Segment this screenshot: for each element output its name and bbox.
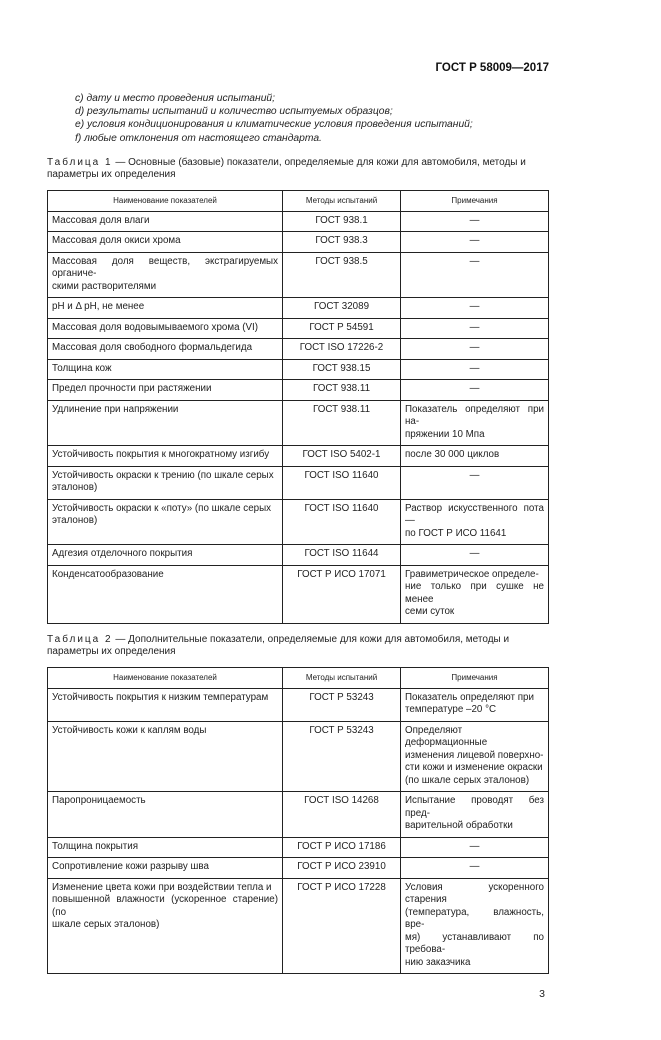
cell-method: ГОСТ ISO 5402-1 [283, 446, 401, 467]
cell-note: — [401, 837, 549, 858]
cell-note: Показатель определяют при на- пряжении 10 Мпа [401, 400, 549, 446]
cell-indicator: Конденсатообразование [48, 565, 283, 623]
document-number: ГОСТ Р 58009—2017 [435, 62, 549, 74]
table2-caption-text: — Дополнительные показатели, определяемые для кожи для автомобиля, методы и параметры их определения [47, 633, 510, 658]
cell-note: Условия ускоренного старения (температура, влажность, вре- мя) устанавливают по требова- нию заказчика [401, 878, 549, 974]
table-row [48, 878, 549, 974]
table-row [48, 858, 549, 879]
cell-method: ГОСТ 938.3 [283, 232, 401, 253]
cell-method: ГОСТ ISO 14268 [283, 792, 401, 838]
cell-indicator: Устойчивость окраски к трению (по шкале серых эталонов) [48, 466, 283, 499]
cell-note: — [401, 466, 549, 499]
cell-method: ГОСТ 938.11 [283, 380, 401, 401]
table-row [48, 688, 549, 721]
table-row [48, 499, 549, 545]
list-item: d) результаты испытаний и количество испытуемых образцов; [75, 106, 393, 118]
cell-note: — [401, 858, 549, 879]
column-header-methods: Методы испытаний [283, 667, 401, 688]
cell-indicator: Устойчивость покрытия к многократному изгибу [48, 446, 283, 467]
cell-indicator: Изменение цвета кожи при воздействии тепла и повышенной влажности (ускоренное старение) (по шкале серых эталонов) [48, 878, 283, 974]
cell-method: ГОСТ 938.1 [283, 211, 401, 232]
cell-method: ГОСТ 938.15 [283, 359, 401, 380]
cell-method: ГОСТ Р 53243 [283, 688, 401, 721]
table-row [48, 446, 549, 467]
cell-note: Гравиметрическое определе- ние только при сушке не менее семи суток [401, 565, 549, 623]
cell-note: — [401, 298, 549, 319]
column-header-name: Наименование показателей [48, 667, 283, 688]
table-row [48, 252, 549, 298]
table-header-row [48, 667, 549, 688]
cell-indicator: Толщина кож [48, 359, 283, 380]
cell-note: — [401, 380, 549, 401]
column-header-methods: Методы испытаний [283, 190, 401, 211]
table-header-row [48, 190, 549, 211]
cell-method: ГОСТ ISO 11640 [283, 499, 401, 545]
table-2 [47, 667, 549, 975]
table-row [48, 400, 549, 446]
cell-note: Раствор искусственного пота — по ГОСТ Р ИСО 11641 [401, 499, 549, 545]
table-row [48, 837, 549, 858]
table-row [48, 792, 549, 838]
cell-method: ГОСТ 32089 [283, 298, 401, 319]
cell-note: — [401, 232, 549, 253]
cell-note: — [401, 252, 549, 298]
cell-note: — [401, 318, 549, 339]
table-row [48, 721, 549, 792]
cell-indicator: Массовая доля веществ, экстрагируемых органиче- скими растворителями [48, 252, 283, 298]
cell-method: ГОСТ Р ИСО 23910 [283, 858, 401, 879]
table-row [48, 359, 549, 380]
column-header-name: Наименование показателей [48, 190, 283, 211]
table2-label: Таблица 2 [47, 633, 113, 645]
cell-indicator: Массовая доля окиси хрома [48, 232, 283, 253]
cell-note: после 30 000 циклов [401, 446, 549, 467]
cell-note: — [401, 339, 549, 360]
page-number: 3 [539, 988, 545, 1001]
list-item: e) условия кондиционирования и климатические условия проведения испытаний; [75, 119, 473, 131]
table-1 [47, 190, 549, 624]
table-row [48, 466, 549, 499]
cell-indicator: Сопротивление кожи разрыву шва [48, 858, 283, 879]
table-row [48, 318, 549, 339]
cell-indicator: Адгезия отделочного покрытия [48, 545, 283, 566]
cell-indicator: Паропроницаемость [48, 792, 283, 838]
cell-method: ГОСТ 938.5 [283, 252, 401, 298]
table1-caption-text: — Основные (базовые) показатели, определяемые для кожи для автомобиля, методы и параметры их определения [47, 156, 526, 181]
cell-method: ГОСТ ISO 17226-2 [283, 339, 401, 360]
list-item: f) любые отклонения от настоящего стандарта. [75, 132, 322, 144]
table-row [48, 380, 549, 401]
cell-indicator: Устойчивость окраски к «поту» (по шкале серых эталонов) [48, 499, 283, 545]
column-header-notes: Примечания [401, 190, 549, 211]
cell-note: Определяют деформационные изменения лицевой поверхно- сти кожи и изменение окраски (по шкале серых эталонов) [401, 721, 549, 792]
list-item: c) дату и место проведения испытаний; [75, 93, 276, 104]
cell-note: — [401, 211, 549, 232]
table-row [48, 565, 549, 623]
cell-note: — [401, 545, 549, 566]
cell-method: ГОСТ Р 53243 [283, 721, 401, 792]
table2-caption [47, 634, 549, 659]
requirements-list [75, 92, 549, 145]
cell-note: Показатель определяют при температуре –20 °С [401, 688, 549, 721]
cell-method: ГОСТ Р ИСО 17186 [283, 837, 401, 858]
cell-method: ГОСТ ISO 11640 [283, 466, 401, 499]
cell-indicator: Удлинение при напряжении [48, 400, 283, 446]
cell-indicator: pH и Δ pH, не менее [48, 298, 283, 319]
cell-indicator: Толщина покрытия [48, 837, 283, 858]
table-row [48, 211, 549, 232]
cell-method: ГОСТ Р ИСО 17071 [283, 565, 401, 623]
cell-method: ГОСТ Р 54591 [283, 318, 401, 339]
cell-method: ГОСТ 938.11 [283, 400, 401, 446]
table-row [48, 298, 549, 319]
table1-caption [47, 157, 549, 182]
table-row [48, 339, 549, 360]
cell-method: ГОСТ Р ИСО 17228 [283, 878, 401, 974]
cell-indicator: Устойчивость кожи к каплям воды [48, 721, 283, 792]
table-row [48, 232, 549, 253]
cell-indicator: Устойчивость покрытия к низким температурам [48, 688, 283, 721]
cell-indicator: Предел прочности при растяжении [48, 380, 283, 401]
cell-note: Испытание проводят без пред- варительной обработки [401, 792, 549, 838]
cell-method: ГОСТ ISO 11644 [283, 545, 401, 566]
cell-note: — [401, 359, 549, 380]
table1-label: Таблица 1 [47, 156, 113, 168]
cell-indicator: Массовая доля свободного формальдегида [48, 339, 283, 360]
table-row [48, 545, 549, 566]
column-header-notes: Примечания [401, 667, 549, 688]
cell-indicator: Массовая доля влаги [48, 211, 283, 232]
cell-indicator: Массовая доля водовымываемого хрома (VI) [48, 318, 283, 339]
